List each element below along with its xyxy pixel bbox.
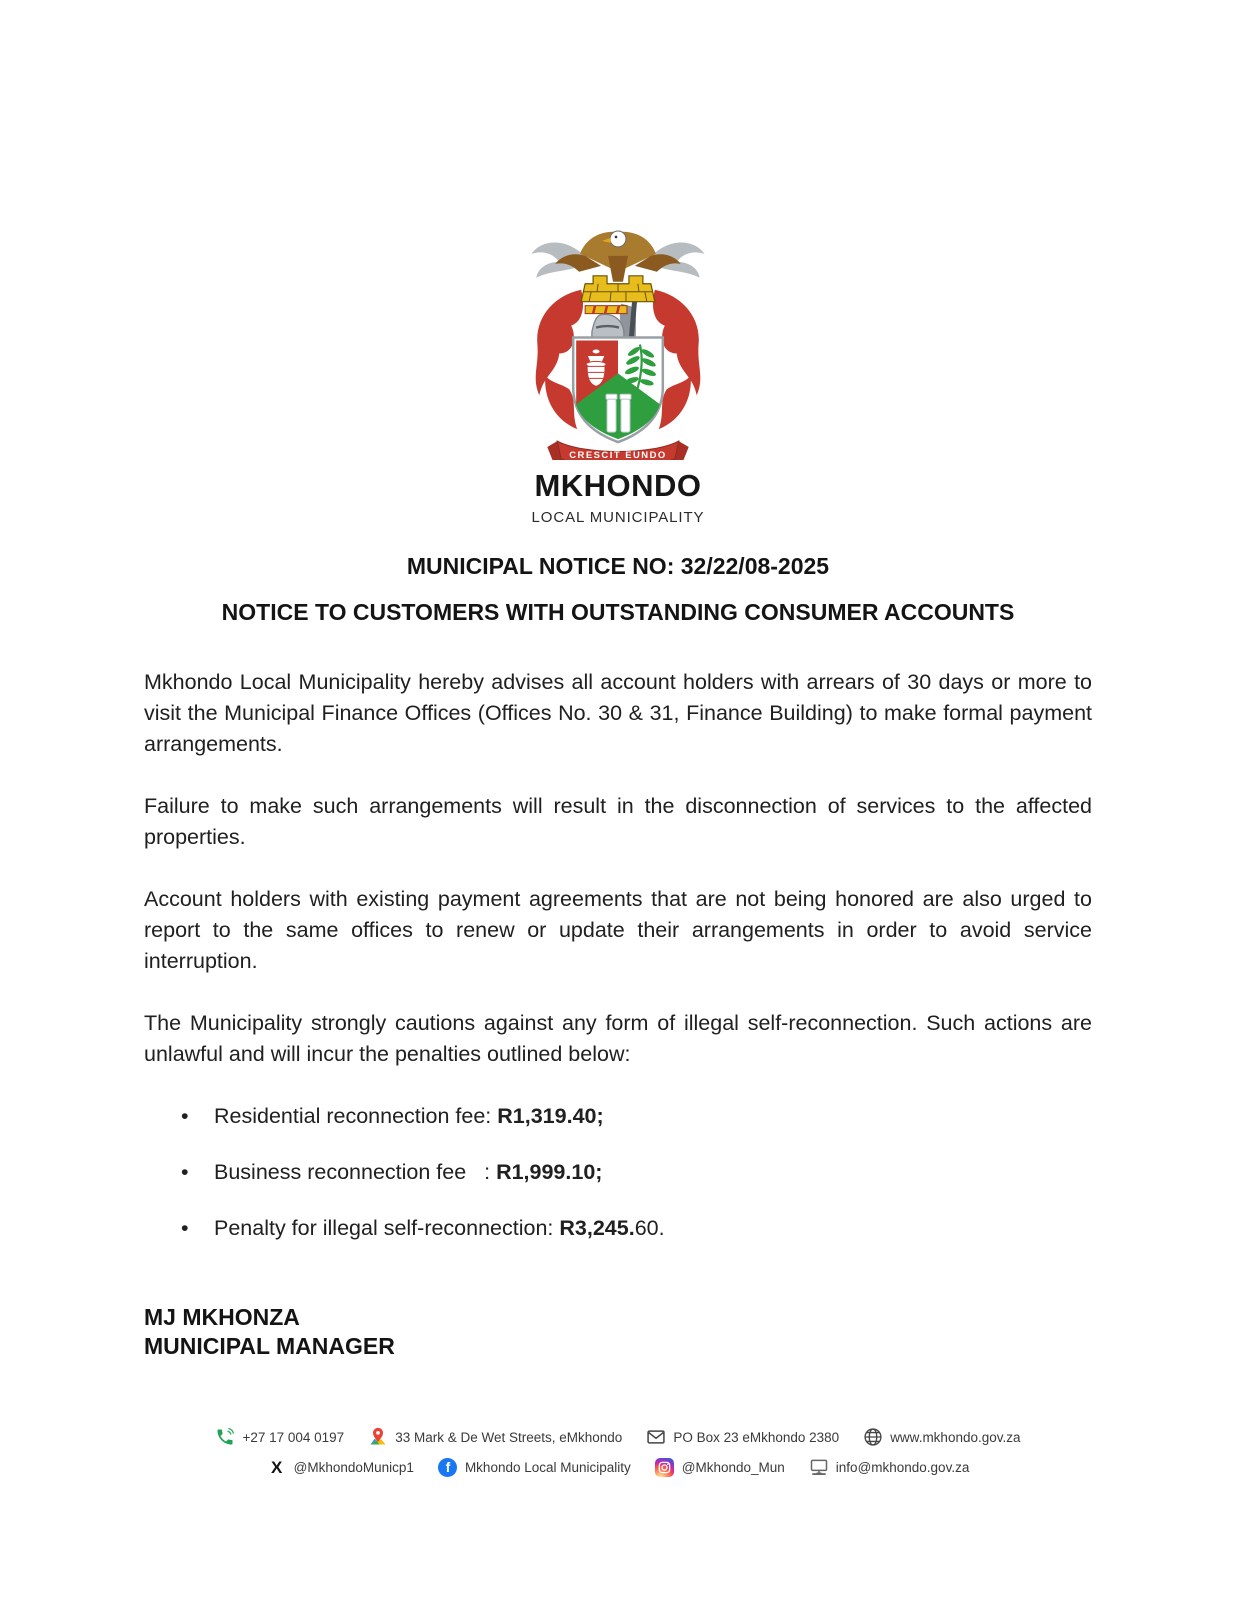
email-address: info@mkhondo.gov.za <box>835 1459 970 1475</box>
instagram-icon <box>655 1457 675 1477</box>
municipal-coat-of-arms <box>522 226 714 460</box>
fee-label: Penalty for illegal self-reconnection: <box>214 1216 560 1240</box>
fee-amount: R3,245. <box>559 1216 635 1240</box>
website-url: www.mkhondo.gov.za <box>890 1429 1021 1445</box>
notice-title: NOTICE TO CUSTOMERS WITH OUTSTANDING CONSUMER ACCOUNTS <box>221 599 1015 625</box>
instagram-handle: @Mkhondo_Mun <box>681 1459 785 1475</box>
list-item-penalty-fee <box>144 1215 1092 1241</box>
bullet-marker <box>144 1159 214 1185</box>
map-pin-icon <box>368 1427 388 1447</box>
phone-number: +27 17 004 0197 <box>242 1429 345 1445</box>
list-item-text <box>214 1159 602 1185</box>
penalty-list <box>144 1103 1092 1241</box>
fee-amount: R1,999.10; <box>496 1160 603 1184</box>
list-item-text <box>214 1215 665 1241</box>
contact-footer <box>0 1427 1236 1477</box>
fee-amount: R1,319.40; <box>497 1104 604 1128</box>
street-address: 33 Mark & De Wet Streets, eMkhondo <box>395 1429 623 1445</box>
globe-icon <box>863 1427 883 1447</box>
contact-row-1 <box>215 1427 1020 1447</box>
signature-block <box>144 1303 1236 1361</box>
contact-instagram <box>655 1457 785 1477</box>
contact-address <box>368 1427 622 1447</box>
paragraph-arrears: Mkhondo Local Municipality hereby advises all account holders with arrears of 30 days or more to visit the Municipal Finance Offices (Offices No. 30 & 31, Finance Building) to make formal payment arrangements. <box>144 670 1092 756</box>
list-item-residential-fee <box>144 1103 1092 1129</box>
facebook-page-name: Mkhondo Local Municipality <box>464 1459 631 1475</box>
shield <box>573 338 663 443</box>
masthead <box>0 226 1236 526</box>
bullet-marker <box>144 1215 214 1241</box>
fee-amount-tail: 60. <box>634 1216 665 1240</box>
fee-label: Business reconnection fee : <box>214 1160 497 1184</box>
notice-body <box>144 667 1092 1241</box>
eagle-crest <box>531 231 704 282</box>
contact-phone <box>215 1427 344 1447</box>
paragraph-agreements: Account holders with existing payment agreements that are not being honored are also urged to report to the same offices to renew or update their arrangements in order to avoid service interruption. <box>144 887 1092 973</box>
envelope-icon <box>646 1427 666 1447</box>
motto-banner <box>547 441 688 460</box>
municipality-subtitle: LOCAL MUNICIPALITY <box>531 509 705 526</box>
x-glyph: X <box>270 1457 283 1477</box>
signatory-title: MUNICIPAL MANAGER <box>144 1333 395 1359</box>
facebook-glyph: f <box>438 1458 457 1477</box>
bullet-marker <box>144 1103 214 1129</box>
list-item-text <box>214 1103 604 1129</box>
signatory-name: MJ MKHONZA <box>144 1304 300 1330</box>
phone-icon <box>215 1427 235 1447</box>
paragraph-caution: The Municipality strongly cautions against any form of illegal self-reconnection. Such actions are unlawful and will incur the penalties outlined below: <box>144 1011 1092 1066</box>
contact-pobox <box>646 1427 839 1447</box>
fee-label: Residential reconnection fee: <box>214 1104 498 1128</box>
municipality-name: MKHONDO <box>534 468 702 503</box>
contact-row-2 <box>267 1457 970 1477</box>
contact-email <box>809 1457 970 1477</box>
contact-x-twitter <box>267 1457 414 1477</box>
notice-number: MUNICIPAL NOTICE NO: 32/22/08-2025 <box>406 553 830 579</box>
contact-facebook <box>438 1457 631 1477</box>
x-twitter-icon <box>267 1457 287 1477</box>
pobox-address: PO Box 23 eMkhondo 2380 <box>673 1429 840 1445</box>
crest-motto: CRESCIT EUNDO <box>569 450 667 460</box>
x-handle: @MkhondoMunicp1 <box>293 1459 414 1475</box>
facebook-icon <box>438 1457 458 1477</box>
paragraph-disconnection: Failure to make such arrangements will result in the disconnection of services to the affected properties. <box>144 794 1092 849</box>
contact-website <box>863 1427 1020 1447</box>
list-item-business-fee <box>144 1159 1092 1185</box>
computer-email-icon <box>809 1457 829 1477</box>
